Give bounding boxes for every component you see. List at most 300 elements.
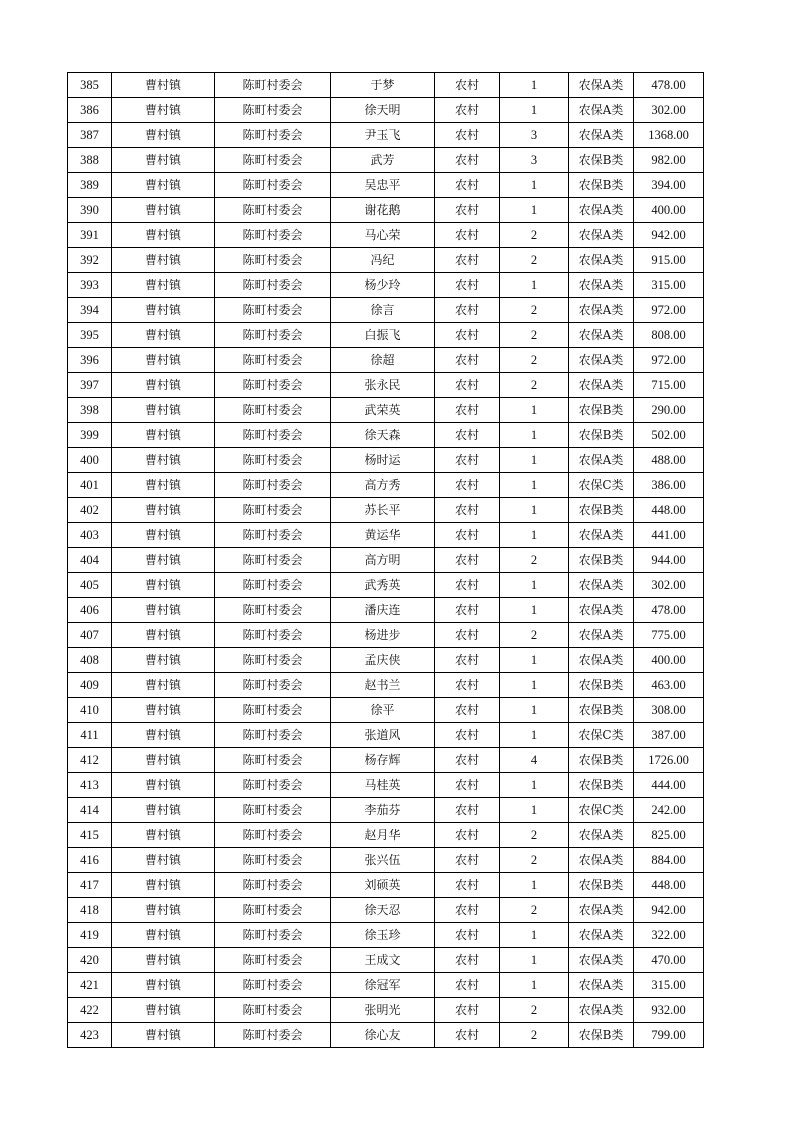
cell-insurance-category: 农保A类	[569, 123, 634, 148]
cell-area-type: 农村	[435, 998, 500, 1023]
cell-insurance-category: 农保B类	[569, 398, 634, 423]
cell-person-name: 黄运华	[331, 523, 435, 548]
cell-town: 曹村镇	[112, 298, 215, 323]
table-row	[68, 523, 704, 548]
cell-village-committee: 陈町村委会	[215, 548, 331, 573]
cell-amount: 1368.00	[634, 123, 704, 148]
roster-table	[67, 72, 704, 1048]
cell-town: 曹村镇	[112, 198, 215, 223]
cell-town: 曹村镇	[112, 573, 215, 598]
cell-town: 曹村镇	[112, 498, 215, 523]
table-row	[68, 573, 704, 598]
cell-amount: 308.00	[634, 698, 704, 723]
cell-person-name: 高方明	[331, 548, 435, 573]
cell-area-type: 农村	[435, 773, 500, 798]
cell-household-count: 1	[500, 73, 569, 98]
cell-town: 曹村镇	[112, 473, 215, 498]
cell-insurance-category: 农保C类	[569, 473, 634, 498]
cell-town: 曹村镇	[112, 723, 215, 748]
cell-area-type: 农村	[435, 223, 500, 248]
cell-town: 曹村镇	[112, 448, 215, 473]
cell-seq-no: 411	[68, 723, 112, 748]
cell-seq-no: 418	[68, 898, 112, 923]
cell-town: 曹村镇	[112, 998, 215, 1023]
cell-town: 曹村镇	[112, 748, 215, 773]
cell-village-committee: 陈町村委会	[215, 273, 331, 298]
cell-seq-no: 420	[68, 948, 112, 973]
cell-insurance-category: 农保A类	[569, 898, 634, 923]
cell-village-committee: 陈町村委会	[215, 848, 331, 873]
cell-village-committee: 陈町村委会	[215, 298, 331, 323]
cell-seq-no: 392	[68, 248, 112, 273]
cell-amount: 982.00	[634, 148, 704, 173]
cell-household-count: 1	[500, 948, 569, 973]
cell-household-count: 2	[500, 848, 569, 873]
cell-village-committee: 陈町村委会	[215, 698, 331, 723]
cell-household-count: 2	[500, 348, 569, 373]
cell-household-count: 1	[500, 723, 569, 748]
cell-insurance-category: 农保B类	[569, 673, 634, 698]
cell-amount: 884.00	[634, 848, 704, 873]
cell-area-type: 农村	[435, 898, 500, 923]
cell-town: 曹村镇	[112, 173, 215, 198]
cell-town: 曹村镇	[112, 798, 215, 823]
cell-area-type: 农村	[435, 698, 500, 723]
cell-village-committee: 陈町村委会	[215, 473, 331, 498]
cell-seq-no: 385	[68, 73, 112, 98]
cell-village-committee: 陈町村委会	[215, 248, 331, 273]
cell-insurance-category: 农保A类	[569, 198, 634, 223]
cell-insurance-category: 农保A类	[569, 298, 634, 323]
cell-area-type: 农村	[435, 423, 500, 448]
cell-insurance-category: 农保A类	[569, 648, 634, 673]
cell-seq-no: 396	[68, 348, 112, 373]
table-row	[68, 723, 704, 748]
cell-town: 曹村镇	[112, 73, 215, 98]
table-row	[68, 923, 704, 948]
cell-village-committee: 陈町村委会	[215, 923, 331, 948]
cell-amount: 799.00	[634, 1023, 704, 1048]
cell-town: 曹村镇	[112, 873, 215, 898]
cell-seq-no: 394	[68, 298, 112, 323]
cell-town: 曹村镇	[112, 523, 215, 548]
cell-amount: 470.00	[634, 948, 704, 973]
table-row	[68, 1023, 704, 1048]
cell-person-name: 张永民	[331, 373, 435, 398]
cell-person-name: 杨存辉	[331, 748, 435, 773]
cell-person-name: 李茄芬	[331, 798, 435, 823]
cell-area-type: 农村	[435, 498, 500, 523]
cell-town: 曹村镇	[112, 948, 215, 973]
cell-area-type: 农村	[435, 598, 500, 623]
cell-amount: 315.00	[634, 973, 704, 998]
cell-insurance-category: 农保A类	[569, 73, 634, 98]
cell-town: 曹村镇	[112, 598, 215, 623]
cell-town: 曹村镇	[112, 148, 215, 173]
cell-seq-no: 390	[68, 198, 112, 223]
cell-area-type: 农村	[435, 523, 500, 548]
cell-town: 曹村镇	[112, 698, 215, 723]
cell-amount: 448.00	[634, 873, 704, 898]
cell-household-count: 1	[500, 973, 569, 998]
cell-amount: 775.00	[634, 623, 704, 648]
cell-seq-no: 395	[68, 323, 112, 348]
cell-amount: 808.00	[634, 323, 704, 348]
cell-insurance-category: 农保A类	[569, 823, 634, 848]
cell-area-type: 农村	[435, 323, 500, 348]
cell-insurance-category: 农保A类	[569, 973, 634, 998]
cell-area-type: 农村	[435, 798, 500, 823]
table-row	[68, 473, 704, 498]
cell-seq-no: 389	[68, 173, 112, 198]
table-row	[68, 73, 704, 98]
cell-household-count: 1	[500, 773, 569, 798]
cell-household-count: 2	[500, 223, 569, 248]
table-row	[68, 298, 704, 323]
cell-amount: 944.00	[634, 548, 704, 573]
cell-seq-no: 414	[68, 798, 112, 823]
cell-insurance-category: 农保A类	[569, 448, 634, 473]
cell-area-type: 农村	[435, 723, 500, 748]
cell-area-type: 农村	[435, 573, 500, 598]
table-row	[68, 698, 704, 723]
cell-village-committee: 陈町村委会	[215, 173, 331, 198]
cell-area-type: 农村	[435, 823, 500, 848]
cell-seq-no: 398	[68, 398, 112, 423]
cell-household-count: 3	[500, 148, 569, 173]
cell-village-committee: 陈町村委会	[215, 398, 331, 423]
cell-area-type: 农村	[435, 923, 500, 948]
cell-seq-no: 404	[68, 548, 112, 573]
table-row	[68, 323, 704, 348]
cell-area-type: 农村	[435, 348, 500, 373]
cell-area-type: 农村	[435, 248, 500, 273]
cell-area-type: 农村	[435, 273, 500, 298]
table-row	[68, 423, 704, 448]
cell-person-name: 谢花鹅	[331, 198, 435, 223]
cell-amount: 972.00	[634, 298, 704, 323]
cell-area-type: 农村	[435, 148, 500, 173]
cell-household-count: 4	[500, 748, 569, 773]
cell-person-name: 杨进步	[331, 623, 435, 648]
cell-insurance-category: 农保A类	[569, 223, 634, 248]
cell-amount: 825.00	[634, 823, 704, 848]
cell-insurance-category: 农保A类	[569, 523, 634, 548]
cell-person-name: 高方秀	[331, 473, 435, 498]
table-row	[68, 748, 704, 773]
cell-seq-no: 401	[68, 473, 112, 498]
cell-village-committee: 陈町村委会	[215, 123, 331, 148]
table-row	[68, 198, 704, 223]
cell-insurance-category: 农保A类	[569, 348, 634, 373]
cell-seq-no: 412	[68, 748, 112, 773]
cell-household-count: 1	[500, 873, 569, 898]
cell-town: 曹村镇	[112, 548, 215, 573]
cell-seq-no: 400	[68, 448, 112, 473]
cell-town: 曹村镇	[112, 398, 215, 423]
table-row	[68, 773, 704, 798]
cell-household-count: 2	[500, 823, 569, 848]
cell-household-count: 1	[500, 573, 569, 598]
cell-insurance-category: 农保B类	[569, 698, 634, 723]
cell-insurance-category: 农保A类	[569, 573, 634, 598]
table-row	[68, 973, 704, 998]
cell-town: 曹村镇	[112, 423, 215, 448]
table-row	[68, 123, 704, 148]
cell-area-type: 农村	[435, 1023, 500, 1048]
cell-town: 曹村镇	[112, 123, 215, 148]
cell-amount: 488.00	[634, 448, 704, 473]
cell-village-committee: 陈町村委会	[215, 873, 331, 898]
cell-village-committee: 陈町村委会	[215, 998, 331, 1023]
table-row	[68, 898, 704, 923]
cell-village-committee: 陈町村委会	[215, 98, 331, 123]
cell-insurance-category: 农保B类	[569, 148, 634, 173]
cell-household-count: 1	[500, 798, 569, 823]
cell-amount: 302.00	[634, 573, 704, 598]
cell-person-name: 尹玉飞	[331, 123, 435, 148]
cell-insurance-category: 农保A类	[569, 598, 634, 623]
cell-household-count: 1	[500, 473, 569, 498]
cell-person-name: 潘庆连	[331, 598, 435, 623]
cell-amount: 1726.00	[634, 748, 704, 773]
cell-town: 曹村镇	[112, 223, 215, 248]
cell-household-count: 2	[500, 1023, 569, 1048]
cell-village-committee: 陈町村委会	[215, 748, 331, 773]
table-row	[68, 948, 704, 973]
cell-amount: 444.00	[634, 773, 704, 798]
cell-household-count: 1	[500, 923, 569, 948]
cell-person-name: 于梦	[331, 73, 435, 98]
cell-town: 曹村镇	[112, 923, 215, 948]
cell-seq-no: 409	[68, 673, 112, 698]
cell-town: 曹村镇	[112, 898, 215, 923]
cell-amount: 942.00	[634, 223, 704, 248]
cell-household-count: 2	[500, 898, 569, 923]
cell-person-name: 徐天明	[331, 98, 435, 123]
cell-insurance-category: 农保A类	[569, 923, 634, 948]
cell-area-type: 农村	[435, 623, 500, 648]
cell-amount: 972.00	[634, 348, 704, 373]
cell-town: 曹村镇	[112, 648, 215, 673]
cell-person-name: 马心荣	[331, 223, 435, 248]
cell-household-count: 1	[500, 698, 569, 723]
cell-amount: 302.00	[634, 98, 704, 123]
cell-town: 曹村镇	[112, 373, 215, 398]
cell-person-name: 杨时运	[331, 448, 435, 473]
cell-village-committee: 陈町村委会	[215, 623, 331, 648]
cell-town: 曹村镇	[112, 623, 215, 648]
cell-household-count: 1	[500, 448, 569, 473]
table-row	[68, 798, 704, 823]
cell-insurance-category: 农保B类	[569, 873, 634, 898]
cell-area-type: 农村	[435, 748, 500, 773]
cell-seq-no: 391	[68, 223, 112, 248]
cell-insurance-category: 农保A类	[569, 98, 634, 123]
cell-town: 曹村镇	[112, 348, 215, 373]
cell-insurance-category: 农保A类	[569, 998, 634, 1023]
cell-town: 曹村镇	[112, 848, 215, 873]
cell-insurance-category: 农保A类	[569, 623, 634, 648]
cell-amount: 463.00	[634, 673, 704, 698]
cell-amount: 942.00	[634, 898, 704, 923]
table-row	[68, 148, 704, 173]
cell-person-name: 王成文	[331, 948, 435, 973]
cell-person-name: 徐心友	[331, 1023, 435, 1048]
roster-body	[68, 73, 704, 1048]
cell-household-count: 1	[500, 273, 569, 298]
cell-seq-no: 403	[68, 523, 112, 548]
table-row	[68, 348, 704, 373]
cell-person-name: 赵书兰	[331, 673, 435, 698]
cell-village-committee: 陈町村委会	[215, 498, 331, 523]
cell-amount: 448.00	[634, 498, 704, 523]
cell-seq-no: 405	[68, 573, 112, 598]
cell-amount: 478.00	[634, 598, 704, 623]
cell-household-count: 2	[500, 248, 569, 273]
cell-person-name: 徐超	[331, 348, 435, 373]
table-row	[68, 248, 704, 273]
cell-person-name: 徐冠军	[331, 973, 435, 998]
cell-village-committee: 陈町村委会	[215, 948, 331, 973]
cell-amount: 386.00	[634, 473, 704, 498]
cell-amount: 322.00	[634, 923, 704, 948]
cell-household-count: 1	[500, 423, 569, 448]
cell-area-type: 农村	[435, 173, 500, 198]
cell-person-name: 吴忠平	[331, 173, 435, 198]
cell-seq-no: 416	[68, 848, 112, 873]
cell-person-name: 孟庆侠	[331, 648, 435, 673]
cell-insurance-category: 农保A类	[569, 948, 634, 973]
cell-seq-no: 413	[68, 773, 112, 798]
cell-person-name: 冯纪	[331, 248, 435, 273]
cell-amount: 715.00	[634, 373, 704, 398]
cell-seq-no: 402	[68, 498, 112, 523]
cell-town: 曹村镇	[112, 773, 215, 798]
cell-person-name: 武秀英	[331, 573, 435, 598]
cell-person-name: 马桂英	[331, 773, 435, 798]
cell-amount: 394.00	[634, 173, 704, 198]
cell-area-type: 农村	[435, 373, 500, 398]
cell-person-name: 徐玉珍	[331, 923, 435, 948]
cell-village-committee: 陈町村委会	[215, 898, 331, 923]
cell-village-committee: 陈町村委会	[215, 523, 331, 548]
cell-household-count: 1	[500, 198, 569, 223]
cell-village-committee: 陈町村委会	[215, 223, 331, 248]
cell-amount: 478.00	[634, 73, 704, 98]
cell-household-count: 1	[500, 398, 569, 423]
cell-insurance-category: 农保C类	[569, 723, 634, 748]
table-row	[68, 623, 704, 648]
cell-area-type: 农村	[435, 873, 500, 898]
table-row	[68, 448, 704, 473]
cell-amount: 315.00	[634, 273, 704, 298]
cell-village-committee: 陈町村委会	[215, 673, 331, 698]
cell-amount: 400.00	[634, 648, 704, 673]
cell-household-count: 2	[500, 323, 569, 348]
cell-person-name: 武荣英	[331, 398, 435, 423]
cell-household-count: 1	[500, 673, 569, 698]
cell-area-type: 农村	[435, 848, 500, 873]
table-row	[68, 848, 704, 873]
table-row	[68, 273, 704, 298]
cell-village-committee: 陈町村委会	[215, 148, 331, 173]
cell-area-type: 农村	[435, 73, 500, 98]
table-row	[68, 648, 704, 673]
cell-household-count: 1	[500, 648, 569, 673]
cell-village-committee: 陈町村委会	[215, 598, 331, 623]
cell-area-type: 农村	[435, 98, 500, 123]
cell-town: 曹村镇	[112, 1023, 215, 1048]
cell-village-committee: 陈町村委会	[215, 823, 331, 848]
table-row	[68, 673, 704, 698]
cell-person-name: 武芳	[331, 148, 435, 173]
cell-area-type: 农村	[435, 473, 500, 498]
cell-insurance-category: 农保B类	[569, 1023, 634, 1048]
table-row	[68, 173, 704, 198]
cell-area-type: 农村	[435, 398, 500, 423]
cell-town: 曹村镇	[112, 273, 215, 298]
cell-seq-no: 399	[68, 423, 112, 448]
cell-village-committee: 陈町村委会	[215, 423, 331, 448]
cell-household-count: 1	[500, 598, 569, 623]
cell-village-committee: 陈町村委会	[215, 773, 331, 798]
cell-seq-no: 407	[68, 623, 112, 648]
cell-insurance-category: 农保A类	[569, 273, 634, 298]
cell-seq-no: 393	[68, 273, 112, 298]
cell-seq-no: 417	[68, 873, 112, 898]
table-row	[68, 998, 704, 1023]
table-row	[68, 498, 704, 523]
cell-amount: 915.00	[634, 248, 704, 273]
cell-insurance-category: 农保B类	[569, 548, 634, 573]
cell-person-name: 赵月华	[331, 823, 435, 848]
cell-town: 曹村镇	[112, 98, 215, 123]
cell-seq-no: 422	[68, 998, 112, 1023]
cell-household-count: 2	[500, 623, 569, 648]
cell-person-name: 张道风	[331, 723, 435, 748]
cell-person-name: 杨少玲	[331, 273, 435, 298]
cell-amount: 932.00	[634, 998, 704, 1023]
cell-household-count: 2	[500, 998, 569, 1023]
cell-insurance-category: 农保A类	[569, 248, 634, 273]
cell-area-type: 农村	[435, 973, 500, 998]
cell-person-name: 徐言	[331, 298, 435, 323]
cell-village-committee: 陈町村委会	[215, 573, 331, 598]
cell-seq-no: 408	[68, 648, 112, 673]
cell-insurance-category: 农保B类	[569, 498, 634, 523]
cell-area-type: 农村	[435, 548, 500, 573]
table-row	[68, 823, 704, 848]
cell-household-count: 1	[500, 98, 569, 123]
cell-person-name: 刘硕英	[331, 873, 435, 898]
cell-area-type: 农村	[435, 673, 500, 698]
cell-household-count: 2	[500, 373, 569, 398]
cell-area-type: 农村	[435, 948, 500, 973]
cell-amount: 290.00	[634, 398, 704, 423]
cell-seq-no: 387	[68, 123, 112, 148]
table-row	[68, 873, 704, 898]
cell-household-count: 2	[500, 548, 569, 573]
cell-seq-no: 386	[68, 98, 112, 123]
cell-seq-no: 388	[68, 148, 112, 173]
cell-insurance-category: 农保B类	[569, 173, 634, 198]
cell-village-committee: 陈町村委会	[215, 798, 331, 823]
cell-area-type: 农村	[435, 648, 500, 673]
cell-insurance-category: 农保B类	[569, 773, 634, 798]
table-row	[68, 548, 704, 573]
cell-village-committee: 陈町村委会	[215, 323, 331, 348]
